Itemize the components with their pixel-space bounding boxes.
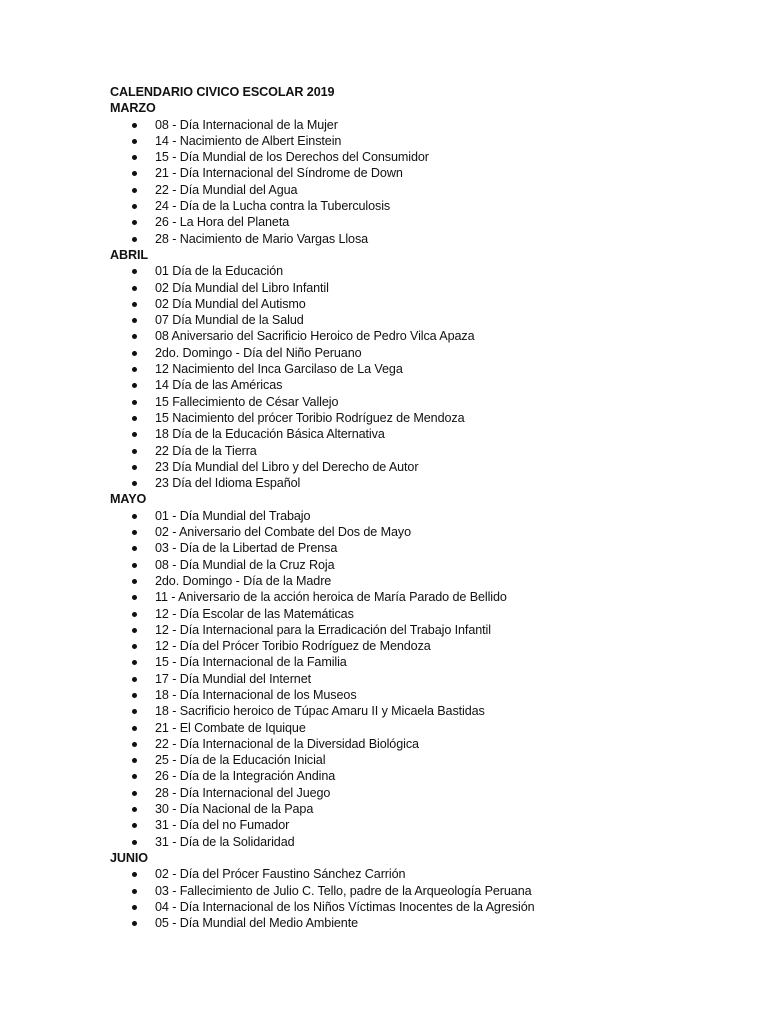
event-text: 02 - Día del Prócer Faustino Sánchez Carrión bbox=[155, 867, 406, 882]
list-item bbox=[110, 752, 730, 768]
bullet-icon bbox=[132, 155, 137, 160]
list-item bbox=[110, 133, 730, 149]
month-heading: ABRIL bbox=[110, 247, 148, 262]
event-text: 02 Día Mundial del Autismo bbox=[155, 296, 306, 311]
list-item bbox=[110, 459, 730, 475]
bullet-icon bbox=[132, 465, 137, 470]
bullet-icon bbox=[132, 709, 137, 714]
bullet-icon bbox=[132, 726, 137, 731]
list-item bbox=[110, 817, 730, 833]
bullet-icon bbox=[132, 351, 137, 356]
bullet-icon bbox=[132, 921, 137, 926]
event-text: 28 - Nacimiento de Mario Vargas Llosa bbox=[155, 231, 369, 246]
list-item bbox=[110, 328, 730, 344]
bullet-icon bbox=[132, 774, 137, 779]
event-text: 18 - Día Internacional de los Museos bbox=[155, 687, 357, 702]
bullet-icon bbox=[132, 514, 137, 519]
bullet-icon bbox=[132, 302, 137, 307]
list-item bbox=[110, 589, 730, 605]
list-item bbox=[110, 720, 730, 736]
bullet-icon bbox=[132, 383, 137, 388]
bullet-icon bbox=[132, 807, 137, 812]
event-text: 12 - Día Internacional para la Erradicación del Trabajo Infantil bbox=[155, 622, 491, 637]
list-item bbox=[110, 149, 730, 165]
bullet-icon bbox=[132, 595, 137, 600]
event-list bbox=[110, 866, 730, 931]
event-list bbox=[110, 117, 730, 247]
event-text: 02 - Aniversario del Combate del Dos de Mayo bbox=[155, 525, 412, 540]
bullet-icon bbox=[132, 400, 137, 405]
event-list bbox=[110, 508, 730, 850]
list-item bbox=[110, 361, 730, 377]
list-item bbox=[110, 394, 730, 410]
list-item bbox=[110, 622, 730, 638]
event-text: 07 Día Mundial de la Salud bbox=[155, 313, 304, 328]
month-sections bbox=[110, 100, 730, 931]
list-item bbox=[110, 198, 730, 214]
bullet-icon bbox=[132, 840, 137, 845]
list-item bbox=[110, 280, 730, 296]
bullet-icon bbox=[132, 546, 137, 551]
bullet-icon bbox=[132, 758, 137, 763]
event-text: 15 Nacimiento del prócer Toribio Rodríguez de Mendoza bbox=[155, 410, 465, 425]
bullet-icon bbox=[132, 563, 137, 568]
event-text: 03 - Fallecimiento de Julio C. Tello, padre de la Arqueología Peruana bbox=[155, 883, 532, 898]
bullet-icon bbox=[132, 872, 137, 877]
event-text: 03 - Día de la Libertad de Prensa bbox=[155, 541, 338, 556]
event-text: 14 Día de las Américas bbox=[155, 378, 283, 393]
list-item bbox=[110, 801, 730, 817]
event-text: 02 Día Mundial del Libro Infantil bbox=[155, 280, 329, 295]
event-text: 04 - Día Internacional de los Niños Víctimas Inocentes de la Agresión bbox=[155, 899, 535, 914]
list-item bbox=[110, 508, 730, 524]
event-text: 25 - Día de la Educación Inicial bbox=[155, 753, 326, 768]
list-item bbox=[110, 899, 730, 915]
list-item bbox=[110, 377, 730, 393]
month-heading: JUNIO bbox=[110, 850, 148, 865]
event-text: 26 - La Hora del Planeta bbox=[155, 215, 290, 230]
month-heading: MAYO bbox=[110, 492, 147, 507]
event-text: 22 - Día Internacional de la Diversidad Biológica bbox=[155, 736, 419, 751]
event-text: 14 - Nacimiento de Albert Einstein bbox=[155, 133, 342, 148]
month-section-marzo bbox=[110, 100, 730, 247]
event-text: 08 - Día Mundial de la Cruz Roja bbox=[155, 557, 335, 572]
list-item bbox=[110, 671, 730, 687]
list-item bbox=[110, 475, 730, 491]
bullet-icon bbox=[132, 416, 137, 421]
event-text: 23 Día del Idioma Español bbox=[155, 476, 301, 491]
event-text: 2do. Domingo - Día de la Madre bbox=[155, 573, 332, 588]
event-text: 18 - Sacrificio heroico de Túpac Amaru II y Micaela Bastidas bbox=[155, 704, 485, 719]
list-item bbox=[110, 736, 730, 752]
event-text: 11 - Aniversario de la acción heroica de María Parado de Bellido bbox=[155, 590, 507, 605]
event-text: 24 - Día de la Lucha contra la Tuberculosis bbox=[155, 199, 391, 214]
event-text: 01 Día de la Educación bbox=[155, 264, 284, 279]
event-text: 26 - Día de la Integración Andina bbox=[155, 769, 336, 784]
month-heading: MARZO bbox=[110, 101, 156, 116]
list-item bbox=[110, 638, 730, 654]
list-item bbox=[110, 654, 730, 670]
list-item bbox=[110, 312, 730, 328]
event-text: 21 - Día Internacional del Síndrome de Down bbox=[155, 166, 403, 181]
month-section-junio bbox=[110, 850, 730, 931]
event-text: 23 Día Mundial del Libro y del Derecho de Autor bbox=[155, 459, 419, 474]
list-item bbox=[110, 263, 730, 279]
list-item bbox=[110, 524, 730, 540]
list-item bbox=[110, 231, 730, 247]
list-item bbox=[110, 834, 730, 850]
event-text: 22 - Día Mundial del Agua bbox=[155, 182, 298, 197]
event-text: 15 - Día Internacional de la Familia bbox=[155, 655, 347, 670]
bullet-icon bbox=[132, 286, 137, 291]
event-text: 18 Día de la Educación Básica Alternativa bbox=[155, 427, 385, 442]
list-item bbox=[110, 883, 730, 899]
event-text: 17 - Día Mundial del Internet bbox=[155, 671, 312, 686]
bullet-icon bbox=[132, 171, 137, 176]
list-item bbox=[110, 703, 730, 719]
bullet-icon bbox=[132, 823, 137, 828]
bullet-icon bbox=[132, 530, 137, 535]
list-item bbox=[110, 785, 730, 801]
bullet-icon bbox=[132, 318, 137, 323]
event-text: 12 - Día del Prócer Toribio Rodríguez de Mendoza bbox=[155, 639, 431, 654]
list-item bbox=[110, 866, 730, 882]
event-text: 05 - Día Mundial del Medio Ambiente bbox=[155, 916, 359, 931]
bullet-icon bbox=[132, 269, 137, 274]
list-item bbox=[110, 410, 730, 426]
bullet-icon bbox=[132, 432, 137, 437]
event-text: 01 - Día Mundial del Trabajo bbox=[155, 508, 311, 523]
document-title: CALENDARIO CIVICO ESCOLAR 2019 bbox=[110, 85, 335, 99]
bullet-icon bbox=[132, 644, 137, 649]
bullet-icon bbox=[132, 139, 137, 144]
bullet-icon bbox=[132, 693, 137, 698]
event-text: 08 Aniversario del Sacrificio Heroico de Pedro Vilca Apaza bbox=[155, 329, 475, 344]
list-item bbox=[110, 768, 730, 784]
bullet-icon bbox=[132, 579, 137, 584]
list-item bbox=[110, 540, 730, 556]
event-text: 31 - Día del no Fumador bbox=[155, 818, 290, 833]
list-item bbox=[110, 606, 730, 622]
bullet-icon bbox=[132, 677, 137, 682]
bullet-icon bbox=[132, 237, 137, 242]
bullet-icon bbox=[132, 481, 137, 486]
event-text: 12 - Día Escolar de las Matemáticas bbox=[155, 606, 354, 621]
event-text: 15 Fallecimiento de César Vallejo bbox=[155, 394, 339, 409]
event-text: 31 - Día de la Solidaridad bbox=[155, 834, 295, 849]
event-text: 22 Día de la Tierra bbox=[155, 443, 257, 458]
document-content bbox=[110, 84, 730, 931]
bullet-icon bbox=[132, 123, 137, 128]
event-list bbox=[110, 263, 730, 491]
bullet-icon bbox=[132, 367, 137, 372]
bullet-icon bbox=[132, 889, 137, 894]
list-item bbox=[110, 117, 730, 133]
list-item bbox=[110, 426, 730, 442]
event-text: 28 - Día Internacional del Juego bbox=[155, 785, 331, 800]
bullet-icon bbox=[132, 188, 137, 193]
list-item bbox=[110, 573, 730, 589]
month-section-mayo bbox=[110, 491, 730, 850]
event-text: 30 - Día Nacional de la Papa bbox=[155, 802, 314, 817]
bullet-icon bbox=[132, 742, 137, 747]
bullet-icon bbox=[132, 905, 137, 910]
bullet-icon bbox=[132, 791, 137, 796]
bullet-icon bbox=[132, 660, 137, 665]
bullet-icon bbox=[132, 334, 137, 339]
bullet-icon bbox=[132, 449, 137, 454]
list-item bbox=[110, 214, 730, 230]
list-item bbox=[110, 345, 730, 361]
list-item bbox=[110, 557, 730, 573]
event-text: 2do. Domingo - Día del Niño Peruano bbox=[155, 345, 362, 360]
list-item bbox=[110, 915, 730, 931]
event-text: 21 - El Combate de Iquique bbox=[155, 720, 306, 735]
event-text: 12 Nacimiento del Inca Garcilaso de La Vega bbox=[155, 362, 403, 377]
bullet-icon bbox=[132, 204, 137, 209]
bullet-icon bbox=[132, 612, 137, 617]
list-item bbox=[110, 296, 730, 312]
list-item bbox=[110, 443, 730, 459]
list-item bbox=[110, 182, 730, 198]
list-item bbox=[110, 687, 730, 703]
bullet-icon bbox=[132, 628, 137, 633]
event-text: 15 - Día Mundial de los Derechos del Consumidor bbox=[155, 150, 429, 165]
list-item bbox=[110, 165, 730, 181]
event-text: 08 - Día Internacional de la Mujer bbox=[155, 117, 338, 132]
bullet-icon bbox=[132, 220, 137, 225]
month-section-abril bbox=[110, 247, 730, 491]
